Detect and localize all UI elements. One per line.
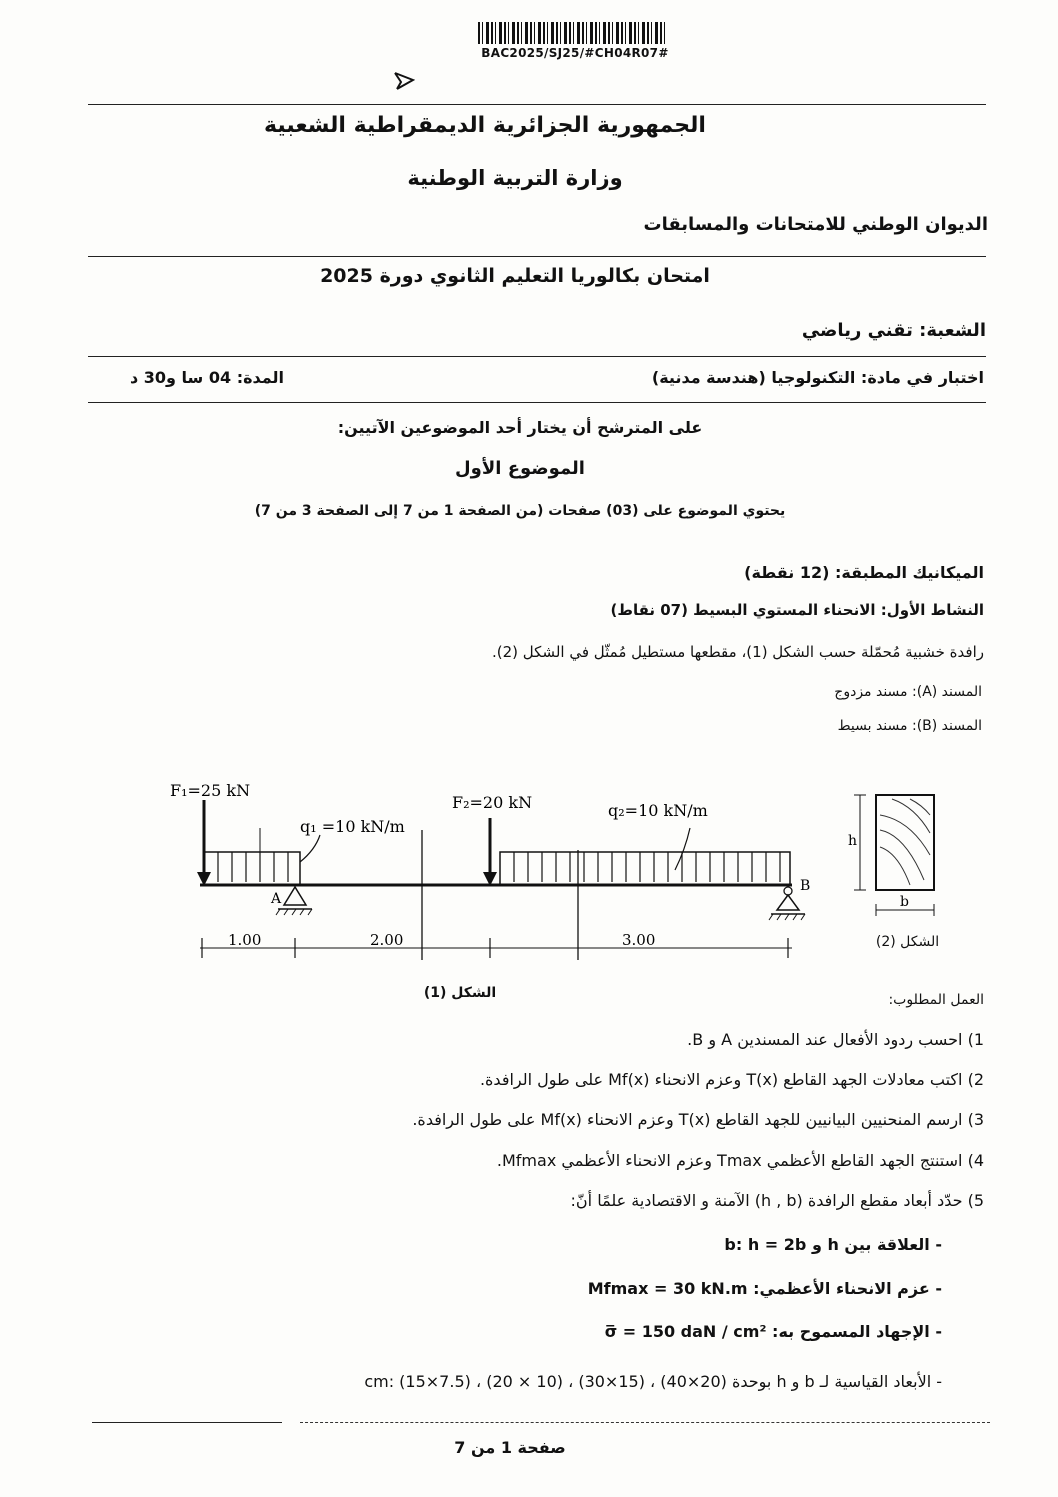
- beam-description: رافدة خشبية مُحمّلة حسب الشكل (1)، مقطعها مستطيل مُمثّل في الشكل (2).: [492, 643, 984, 661]
- q1-label: q₁ =10 kN/m: [300, 817, 405, 836]
- bullet-moment: - عزم الانحناء الأعظمي: Mfmax = 30 kN.m: [587, 1279, 942, 1298]
- divider-2: [88, 256, 986, 257]
- f2-label: F₂=20 kN: [452, 793, 533, 812]
- q2-load: [500, 852, 790, 885]
- subject: اختبار في مادة: التكنولوجيا (هندسة مدنية): [651, 368, 984, 387]
- dim-1: 1.00: [228, 931, 262, 949]
- activity-title: النشاط الأول: الانحناء المستوي البسيط (07 نقاط): [610, 601, 984, 619]
- dim-3: 3.00: [622, 931, 656, 949]
- scanner-logo-icon: [393, 70, 415, 96]
- ministry-title: وزارة التربية الوطنية: [407, 166, 623, 190]
- question-2: 2) اكتب معادلات الجهد القاطع T(x) وعزم الانحناء Mf(x) على طول الرافدة.: [479, 1070, 984, 1089]
- label-b: B: [800, 878, 811, 894]
- f1-label: F₁=25 kN: [170, 781, 251, 800]
- question-4: 4) استنتج الجهد القاطع الأعظمي Tmax وعزم الانحناء الأعظمي Mfmax.: [496, 1151, 984, 1170]
- support-a: المسند (A): مسند مزدوج: [834, 684, 982, 700]
- bullet-standard-sizes: - الأبعاد القياسية لـ b و h بوحدة cm: (15×7.5) ، (20 × 10) ، (30×15) ، (40×20): [364, 1372, 942, 1391]
- footer-line-left: [92, 1422, 282, 1423]
- topic-title: الموضوع الأول: [455, 458, 585, 479]
- office-title: الديوان الوطني للامتحانات والمسابقات: [643, 214, 988, 235]
- bullet-stress: - الإجهاد المسموح به: σ̅ = 150 daN / cm²: [604, 1322, 942, 1341]
- fig1-caption: الشكل (1): [423, 985, 497, 1001]
- republic-title: الجمهورية الجزائرية الديمقراطية الشعبية: [264, 113, 706, 138]
- fig2-caption: الشكل (2): [875, 934, 940, 950]
- divider-4: [88, 402, 986, 403]
- q2-label: q₂=10 kN/m: [608, 801, 708, 820]
- required-heading: العمل المطلوب:: [888, 992, 984, 1008]
- dim-2: 2.00: [370, 931, 404, 949]
- duration: المدة: 04 سا و30 د: [129, 368, 284, 387]
- section-h-label: h: [848, 833, 858, 849]
- divider-top: [88, 104, 986, 105]
- section-title: الميكانيك المطبقة: (12 نقطة): [744, 563, 984, 582]
- support-b: المسند (B): مسند بسيط: [837, 718, 982, 734]
- section-b-label: b: [900, 894, 909, 910]
- pages-note: يحتوي الموضوع على (03) صفحات (من الصفحة 1 من 7 إلى الصفحة 3 من 7): [254, 503, 786, 519]
- choose-instruction: على المترشح أن يختار أحد الموضوعين الآتيين:: [337, 418, 703, 437]
- barcode: [478, 22, 668, 44]
- divider-3: [88, 356, 986, 357]
- exam-title: امتحان بكالوريا التعليم الثانوي دورة 2025: [320, 265, 710, 287]
- bullet-relation: - العلاقة بين h و b: h = 2b: [724, 1235, 942, 1254]
- support-b-symbol: [777, 895, 799, 910]
- label-a: A: [271, 891, 282, 907]
- support-a-symbol: [284, 887, 306, 905]
- beam-figure: [160, 760, 820, 1000]
- section-figure: [840, 785, 960, 925]
- branch: الشعبة: تقني رياضي: [801, 320, 986, 341]
- question-1: 1) احسب ردود الأفعال عند المسندين A و B.: [687, 1030, 984, 1049]
- question-5: 5) حدّد أبعاد مقطع الرافدة (h , b) الآمنة و الاقتصادية علمًا أنّ:: [570, 1191, 984, 1210]
- question-3: 3) ارسم المنحنيين البيانيين للجهد القاطع T(x) وعزم الانحناء Mf(x) على طول الرافدة.: [412, 1110, 984, 1129]
- page-number: صفحة 1 من 7: [454, 1438, 566, 1457]
- barcode-code: BAC2025/SJ25/#CH04R07#: [481, 46, 669, 60]
- footer-line-right: [300, 1422, 990, 1423]
- wood-grain: [880, 799, 930, 885]
